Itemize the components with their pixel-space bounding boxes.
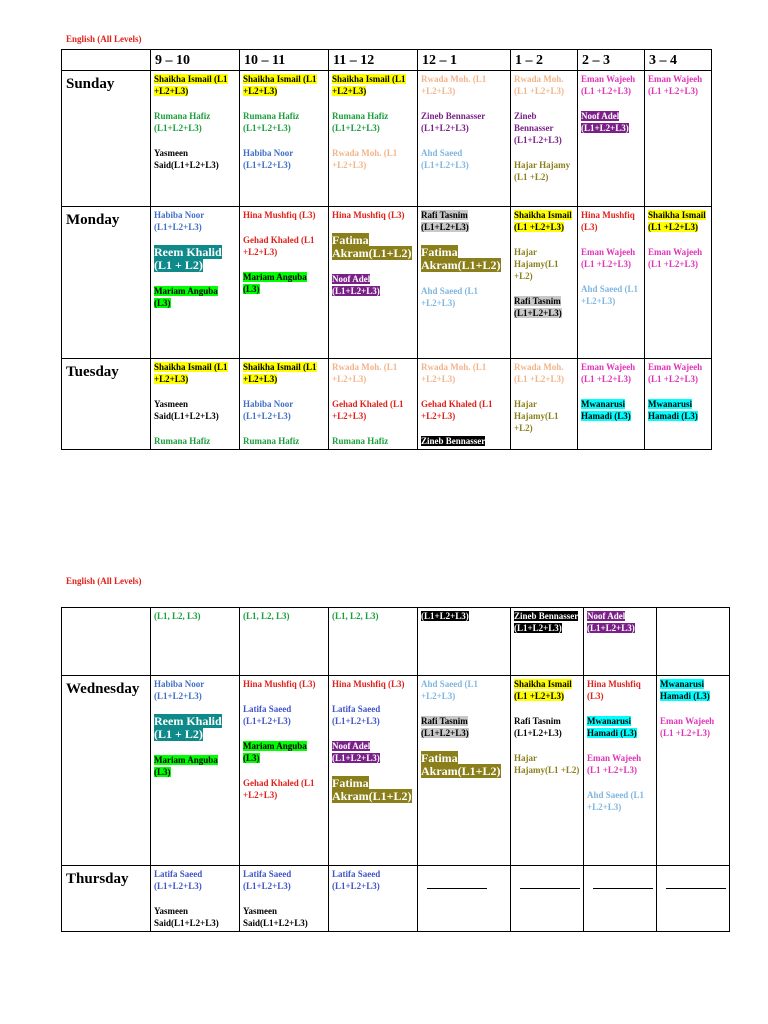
- teacher-entry-zineb-bennasser: Zineb Bennasser: [421, 436, 486, 446]
- schedule-cell: [151, 866, 240, 932]
- teacher-entry-shaikha-ismail: Shaikha Ismail (L1 +L2+L3): [648, 210, 706, 232]
- schedule-cell: [584, 608, 657, 676]
- schedule-cell: [329, 207, 418, 359]
- teacher-entry-zineb-bennasser: Zineb Bennasser (L1+L2+L3): [514, 611, 579, 633]
- teacher-entry-noof-adel: Noof Adel (L1+L2+L3): [587, 611, 635, 633]
- teacher-entry-latifa-saeed: Latifa Saeed (L1+L2+L3): [243, 869, 292, 891]
- teacher-entry-rumana-hafiz: Rumana Hafiz: [332, 436, 389, 446]
- teacher-entry-rafi-tasnim: Rafi Tasnim (L1+L2+L3): [421, 716, 469, 738]
- teacher-entry-rafi-tasnim: Rafi Tasnim (L1+L2+L3): [514, 296, 562, 318]
- schedule-cell: [578, 207, 645, 359]
- schedule-table-page2: [61, 607, 730, 932]
- teacher-entry-: (L1+L2+L3): [421, 611, 469, 621]
- teacher-entry-shaikha-ismail: Shaikha Ismail (L1 +L2+L3): [243, 74, 317, 96]
- time-slot-header: 3 – 4: [645, 50, 712, 71]
- teacher-entry-eman-wajeeh: Eman Wajeeh (L1 +L2+L3): [581, 74, 636, 96]
- teacher-entry-zineb-bennasser: Zineb Bennasser (L1+L2+L3): [514, 111, 562, 145]
- teacher-entry-noof-adel: Noof Adel (L1+L2+L3): [332, 741, 380, 763]
- teacher-entry-hina-mushfiq: Hina Mushfiq (L3): [243, 210, 316, 220]
- blank-line: [593, 888, 653, 889]
- schedule-cell: [240, 676, 329, 866]
- teacher-entry-: (L1, L2, L3): [332, 611, 379, 621]
- schedule-cell: [240, 207, 329, 359]
- schedule-cell: [329, 676, 418, 866]
- teacher-entry-fatima-akram: Fatima Akram(L1+L2): [332, 776, 412, 803]
- teacher-entry-yasmeen-said: Yasmeen Said(L1+L2+L3): [154, 399, 219, 421]
- teacher-entry-eman-wajeeh: Eman Wajeeh (L1 +L2+L3): [660, 716, 715, 738]
- teacher-entry-hajar-hajamy: Hajar Hajamy(L1 +L2): [514, 753, 580, 775]
- teacher-entry-eman-wajeeh: Eman Wajeeh (L1 +L2+L3): [648, 247, 703, 269]
- teacher-entry-: (L1, L2, L3): [154, 611, 201, 621]
- blank-line: [427, 888, 487, 889]
- teacher-entry-mwanarusi-hamadi: Mwanarusi Hamadi (L3): [581, 399, 631, 421]
- teacher-entry-mariam-anguba: Mariam Anguba (L3): [154, 755, 218, 777]
- schedule-cell: [240, 71, 329, 207]
- teacher-entry-rumana-hafiz: Rumana Hafiz: [154, 436, 211, 446]
- teacher-entry-shaikha-ismail: Shaikha Ismail (L1 +L2+L3): [514, 210, 572, 232]
- schedule-cell: [511, 71, 578, 207]
- day-label: Monday: [62, 207, 151, 359]
- teacher-entry-latifa-saeed: Latifa Saeed (L1+L2+L3): [243, 704, 292, 726]
- schedule-row: [62, 608, 730, 676]
- schedule-cell: [645, 71, 712, 207]
- teacher-entry-eman-wajeeh: Eman Wajeeh (L1 +L2+L3): [587, 753, 642, 775]
- schedule-cell: [657, 676, 730, 866]
- schedule-cell: [240, 359, 329, 450]
- schedule-cell: [329, 608, 418, 676]
- teacher-entry-eman-wajeeh: Eman Wajeeh (L1 +L2+L3): [581, 247, 636, 269]
- teacher-entry-rumana-hafiz: Rumana Hafiz (L1+L2+L3): [332, 111, 389, 133]
- teacher-entry-noof-adel: Noof Adel (L1+L2+L3): [332, 274, 380, 296]
- schedule-cell: [329, 866, 418, 932]
- teacher-entry-hina-mushfiq: Hina Mushfiq (L3): [581, 210, 635, 232]
- teacher-entry-shaikha-ismail: Shaikha Ismail (L1 +L2+L3): [514, 679, 572, 701]
- blank-line: [666, 888, 726, 889]
- teacher-entry-rwada-moh: Rwada Moh. (L1 +L2+L3): [514, 74, 565, 96]
- schedule-cell: [418, 71, 511, 207]
- teacher-entry-zineb-bennasser: Zineb Bennasser (L1+L2+L3): [421, 111, 486, 133]
- teacher-entry-hina-mushfiq: Hina Mushfiq (L3): [332, 210, 405, 220]
- teacher-entry-latifa-saeed: Latifa Saeed (L1+L2+L3): [154, 869, 203, 891]
- teacher-entry-noof-adel: Noof Adel (L1+L2+L3): [581, 111, 629, 133]
- schedule-cell: [511, 359, 578, 450]
- teacher-entry-hajar-hajamy: Hajar Hajamy(L1 +L2): [514, 247, 559, 281]
- schedule-cell: [511, 676, 584, 866]
- teacher-entry-habiba-noor: Habiba Noor (L1+L2+L3): [243, 399, 294, 421]
- time-slot-header: 1 – 2: [511, 50, 578, 71]
- page1-heading: English (All Levels): [66, 34, 142, 44]
- schedule-table-page1: [61, 49, 712, 450]
- blank-line: [520, 888, 580, 889]
- schedule-cell: [584, 676, 657, 866]
- day-label: [62, 608, 151, 676]
- teacher-entry-rumana-hafiz: Rumana Hafiz: [243, 436, 300, 446]
- teacher-entry-gehad-khaled: Gehad Khaled (L1 +L2+L3): [332, 399, 404, 421]
- teacher-entry-gehad-khaled: Gehad Khaled (L1 +L2+L3): [243, 778, 315, 800]
- teacher-entry-hina-mushfiq: Hina Mushfiq (L3): [332, 679, 405, 689]
- teacher-entry-shaikha-ismail: Shaikha Ismail (L1 +L2+L3): [154, 362, 228, 384]
- teacher-entry-rwada-moh: Rwada Moh. (L1 +L2+L3): [514, 362, 565, 384]
- teacher-entry-ahd-saeed: Ahd Saeed (L1 +L2+L3): [421, 679, 479, 701]
- teacher-entry-: (L1, L2, L3): [243, 611, 290, 621]
- teacher-entry-fatima-akram: Fatima Akram(L1+L2): [421, 245, 501, 272]
- schedule-cell: [657, 866, 730, 932]
- time-slot-header: 12 – 1: [418, 50, 511, 71]
- teacher-entry-rwada-moh: Rwada Moh. (L1 +L2+L3): [332, 362, 398, 384]
- schedule-row: [62, 866, 730, 932]
- schedule-cell: [240, 608, 329, 676]
- schedule-cell: [418, 866, 511, 932]
- schedule-row: [62, 359, 712, 450]
- teacher-entry-mwanarusi-hamadi: Mwanarusi Hamadi (L3): [660, 679, 710, 701]
- schedule-cell: [418, 676, 511, 866]
- teacher-entry-rumana-hafiz: Rumana Hafiz (L1+L2+L3): [154, 111, 211, 133]
- schedule-cell: [578, 71, 645, 207]
- schedule-cell: [418, 608, 511, 676]
- schedule-cell: [418, 359, 511, 450]
- time-slot-header: 9 – 10: [151, 50, 240, 71]
- teacher-entry-mariam-anguba: Mariam Anguba (L3): [243, 741, 307, 763]
- schedule-cell: [511, 866, 584, 932]
- page2-heading: English (All Levels): [66, 576, 142, 586]
- teacher-entry-ahd-saeed: Ahd Saeed (L1 +L2+L3): [587, 790, 645, 812]
- day-label: Sunday: [62, 71, 151, 207]
- teacher-entry-rwada-moh: Rwada Moh. (L1 +L2+L3): [421, 362, 487, 384]
- schedule-cell: [151, 71, 240, 207]
- schedule-row: [62, 71, 712, 207]
- teacher-entry-gehad-khaled: Gehad Khaled (L1 +L2+L3): [243, 235, 315, 257]
- teacher-entry-hajar-hajamy: Hajar Hajamy (L1 +L2): [514, 160, 571, 182]
- teacher-entry-eman-wajeeh: Eman Wajeeh (L1 +L2+L3): [648, 74, 703, 96]
- teacher-entry-yasmeen-said: Yasmeen Said(L1+L2+L3): [243, 906, 308, 928]
- teacher-entry-mwanarusi-hamadi: Mwanarusi Hamadi (L3): [587, 716, 637, 738]
- teacher-entry-ahd-saeed: Ahd Saeed (L1 +L2+L3): [421, 286, 479, 308]
- teacher-entry-latifa-saeed: Latifa Saeed (L1+L2+L3): [332, 704, 381, 726]
- schedule-cell: [329, 359, 418, 450]
- day-label: Wednesday: [62, 676, 151, 866]
- teacher-entry-yasmeen-said: Yasmeen Said(L1+L2+L3): [154, 906, 219, 928]
- schedule-cell: [418, 207, 511, 359]
- teacher-entry-ahd-saeed: Ahd Saeed (L1+L2+L3): [421, 148, 469, 170]
- schedule-cell: [151, 359, 240, 450]
- schedule-cell: [329, 71, 418, 207]
- schedule-cell: [151, 207, 240, 359]
- corner-cell: [62, 50, 151, 71]
- teacher-entry-reem-khalid: Reem Khalid (L1 + L2): [154, 714, 222, 741]
- schedule-cell: [645, 207, 712, 359]
- teacher-entry-hina-mushfiq: Hina Mushfiq (L3): [587, 679, 641, 701]
- teacher-entry-hajar-hajamy: Hajar Hajamy(L1 +L2): [514, 399, 559, 433]
- teacher-entry-rwada-moh: Rwada Moh. (L1 +L2+L3): [332, 148, 398, 170]
- schedule-cell: [511, 207, 578, 359]
- teacher-entry-rwada-moh: Rwada Moh. (L1 +L2+L3): [421, 74, 487, 96]
- teacher-entry-mariam-anguba: Mariam Anguba (L3): [243, 272, 307, 294]
- teacher-entry-rumana-hafiz: Rumana Hafiz (L1+L2+L3): [243, 111, 300, 133]
- teacher-entry-habiba-noor: Habiba Noor (L1+L2+L3): [243, 148, 294, 170]
- schedule-cell: [151, 608, 240, 676]
- schedule-cell: [578, 359, 645, 450]
- teacher-entry-rafi-tasnim: Rafi Tasnim (L1+L2+L3): [421, 210, 469, 232]
- teacher-entry-eman-wajeeh: Eman Wajeeh (L1 +L2+L3): [648, 362, 703, 384]
- schedule-cell: [151, 676, 240, 866]
- schedule-cell: [584, 866, 657, 932]
- teacher-entry-eman-wajeeh: Eman Wajeeh (L1 +L2+L3): [581, 362, 636, 384]
- teacher-entry-ahd-saeed: Ahd Saeed (L1 +L2+L3): [581, 284, 639, 306]
- teacher-entry-rafi-tasnim: Rafi Tasnim (L1+L2+L3): [514, 716, 562, 738]
- teacher-entry-hina-mushfiq: Hina Mushfiq (L3): [243, 679, 316, 689]
- teacher-entry-habiba-noor: Habiba Noor (L1+L2+L3): [154, 679, 205, 701]
- time-slot-header: 2 – 3: [578, 50, 645, 71]
- teacher-entry-habiba-noor: Habiba Noor (L1+L2+L3): [154, 210, 205, 232]
- day-label: Thursday: [62, 866, 151, 932]
- teacher-entry-gehad-khaled: Gehad Khaled (L1 +L2+L3): [421, 399, 493, 421]
- teacher-entry-shaikha-ismail: Shaikha Ismail (L1 +L2+L3): [154, 74, 228, 96]
- schedule-cell: [511, 608, 584, 676]
- teacher-entry-shaikha-ismail: Shaikha Ismail (L1 +L2+L3): [332, 74, 406, 96]
- schedule-cell: [645, 359, 712, 450]
- day-label: Tuesday: [62, 359, 151, 450]
- teacher-entry-shaikha-ismail: Shaikha Ismail (L1 +L2+L3): [243, 362, 317, 384]
- schedule-cell: [657, 608, 730, 676]
- schedule-row: [62, 207, 712, 359]
- schedule-row: [62, 676, 730, 866]
- teacher-entry-yasmeen-said: Yasmeen Said(L1+L2+L3): [154, 148, 219, 170]
- teacher-entry-reem-khalid: Reem Khalid (L1 + L2): [154, 245, 222, 272]
- teacher-entry-mariam-anguba: Mariam Anguba (L3): [154, 286, 218, 308]
- time-slot-header: 10 – 11: [240, 50, 329, 71]
- teacher-entry-fatima-akram: Fatima Akram(L1+L2): [421, 751, 501, 778]
- teacher-entry-mwanarusi-hamadi: Mwanarusi Hamadi (L3): [648, 399, 698, 421]
- teacher-entry-latifa-saeed: Latifa Saeed (L1+L2+L3): [332, 869, 381, 891]
- time-slot-header: 11 – 12: [329, 50, 418, 71]
- teacher-entry-fatima-akram: Fatima Akram(L1+L2): [332, 233, 412, 260]
- schedule-cell: [240, 866, 329, 932]
